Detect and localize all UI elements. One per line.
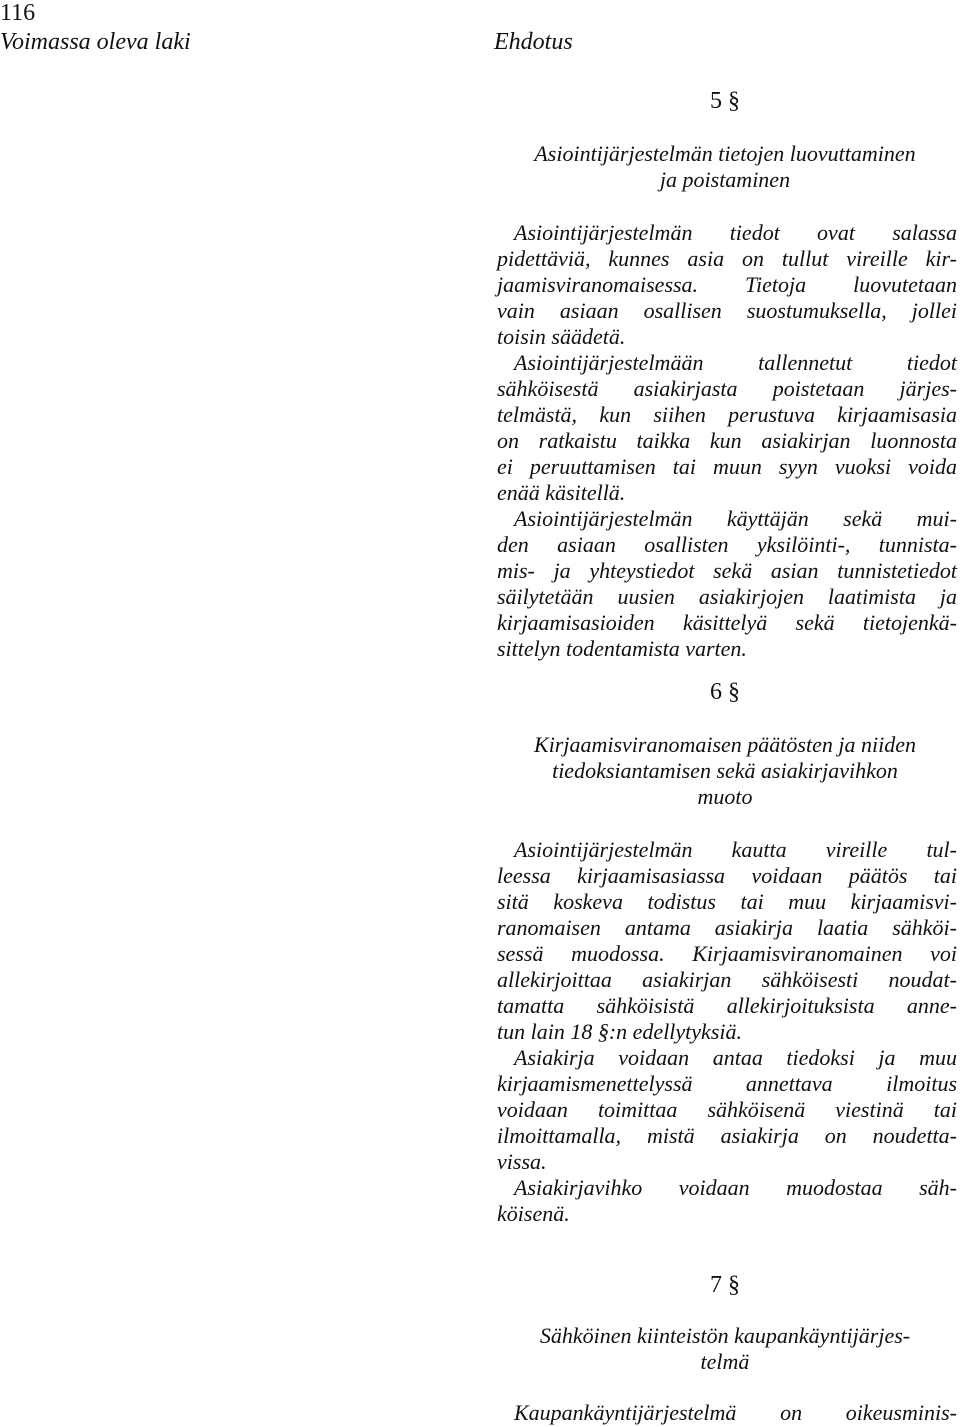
body-line: kirjaamismenettelyssä annettava ilmoitus [497, 1071, 957, 1096]
body-line: den asiaan osallisten yksilöinti-, tunnista- [497, 532, 957, 557]
body-line: sessä muodossa. Kirjaamisviranomainen voi [497, 941, 957, 966]
body-line: vissa. [497, 1149, 547, 1174]
body-line: köisenä. [497, 1201, 570, 1226]
body-line: Asiointijärjestelmään tallennetut tiedot [514, 350, 957, 375]
body-line: Asiointijärjestelmän käyttäjän sekä mui- [514, 506, 957, 531]
body-line: Asiointijärjestelmän kautta vireille tul- [514, 837, 957, 862]
body-line: Asiakirjavihko voidaan muodostaa säh- [514, 1175, 957, 1200]
body-line: mis- ja yhteystiedot sekä asian tunnistetiedot [497, 558, 957, 583]
body-line: pidettäviä, kunnes asia on tullut vireille kir- [497, 246, 957, 271]
body-line: leessa kirjaamisasiassa voidaan päätös tai [497, 863, 957, 888]
body-line: tamatta sähköisistä allekirjoituksista anne- [497, 993, 957, 1018]
body-line: ilmoittamalla, mistä asiakirja on noudetta- [497, 1123, 957, 1148]
body-line: tun lain 18 §:n edellytyksiä. [497, 1019, 742, 1044]
body-line: Asiointijärjestelmän tiedot ovat salassa [514, 220, 957, 245]
body-line: ranomaisen antama asiakirja laatia sähköi- [497, 915, 957, 940]
body-line: kirjaamisasioiden käsittelyä sekä tietojenkä- [497, 610, 957, 635]
column-header-current-law: Voimassa oleva laki [0, 29, 191, 55]
body-line: voidaan toimittaa sähköisenä viestinä tai [497, 1097, 957, 1122]
section-title-line: muoto [697, 784, 753, 809]
section-title-line: ja poistaminen [659, 167, 791, 192]
body-line: toisin säädetä. [497, 324, 626, 349]
section-heading-5: 5 § [710, 88, 740, 114]
body-line: ei peruuttamisen tai muun syyn vuoksi voida [497, 454, 957, 479]
section-heading-6: 6 § [710, 679, 740, 705]
body-line: on ratkaistu taikka kun asiakirjan luonnosta [497, 428, 957, 453]
section-title-line: Asiointijärjestelmän tietojen luovuttaminen [534, 141, 916, 166]
section-title-line: telmä [700, 1349, 750, 1374]
section-heading-7: 7 § [710, 1272, 740, 1298]
body-line: sähköisestä asiakirjasta poistetaan järjes- [497, 376, 957, 401]
section-title-line: Kirjaamisviranomaisen päätösten ja niiden [534, 732, 916, 757]
section-title-line: tiedoksiantamisen sekä asiakirjavihkon [552, 758, 898, 783]
body-line: telmästä, kun siihen perustuva kirjaamisasia [497, 402, 957, 427]
body-line: sitä koskeva todistus tai muu kirjaamisvi- [497, 889, 957, 914]
body-line: sittelyn todentamista varten. [497, 636, 747, 661]
section-title-line: Sähköinen kiinteistön kaupankäyntijärjes- [539, 1323, 911, 1348]
body-line: enää käsitellä. [497, 480, 626, 505]
column-header-proposal: Ehdotus [494, 29, 573, 55]
page-number: 116 [0, 0, 36, 26]
body-line: säilytetään uusien asiakirjojen laatimista ja [497, 584, 957, 609]
body-line: Kaupankäyntijärjestelmä on oikeusminis- [514, 1400, 957, 1425]
body-line: jaamisviranomaisessa. Tietoja luovutetaan [497, 272, 957, 297]
body-line: vain asiaan osallisen suostumuksella, jollei [497, 298, 957, 323]
body-line: allekirjoittaa asiakirjan sähköisesti noudat- [497, 967, 957, 992]
body-line: Asiakirja voidaan antaa tiedoksi ja muu [514, 1045, 957, 1070]
